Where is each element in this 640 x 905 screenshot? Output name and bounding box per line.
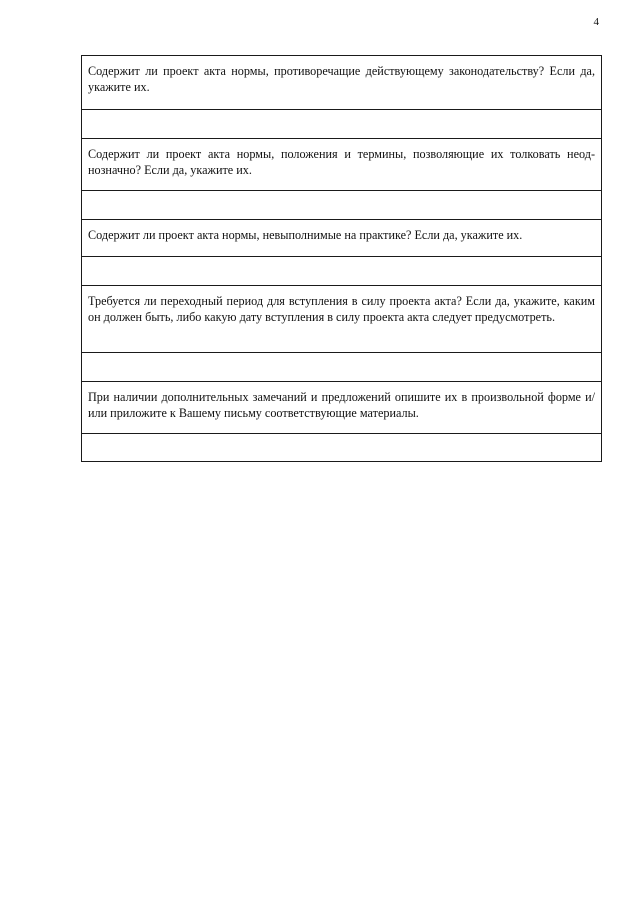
question-cell bbox=[82, 220, 602, 257]
answer-row bbox=[82, 110, 602, 139]
question-text: Требуется ли переходный период для вступления в силу проекта акта? Если да, укажите, каким он должен быть, либо какую дату вступления в силу проекта акта следует предусмотреть. bbox=[88, 294, 595, 324]
question-text: Содержит ли проект акта нормы, положения и термины, позволяющие их толковать неоднозначно? Если да, укажите их. bbox=[88, 147, 595, 177]
question-row bbox=[82, 286, 602, 353]
question-row bbox=[82, 220, 602, 257]
question-row bbox=[82, 56, 602, 110]
question-cell bbox=[82, 286, 602, 353]
question-cell bbox=[82, 56, 602, 110]
answer-row bbox=[82, 434, 602, 462]
answer-field[interactable] bbox=[82, 434, 602, 462]
answer-row bbox=[82, 257, 602, 286]
question-text: Содержит ли проект акта нормы, невыполнимые на практике? Если да, укажите их. bbox=[88, 228, 523, 242]
answer-field[interactable] bbox=[82, 191, 602, 220]
answer-field[interactable] bbox=[82, 110, 602, 139]
questionnaire-table bbox=[81, 55, 602, 462]
answer-field[interactable] bbox=[82, 353, 602, 382]
question-row bbox=[82, 382, 602, 434]
question-text: При наличии дополнительных замечаний и предложений опишите их в произвольной форме и/или приложите к Вашему письму соответствующие материалы. bbox=[88, 390, 595, 420]
answer-row bbox=[82, 191, 602, 220]
question-row bbox=[82, 139, 602, 191]
page-number: 4 bbox=[593, 16, 599, 28]
answer-row bbox=[82, 353, 602, 382]
question-cell bbox=[82, 382, 602, 434]
question-cell bbox=[82, 139, 602, 191]
answer-field[interactable] bbox=[82, 257, 602, 286]
question-text: Содержит ли проект акта нормы, противоречащие действующему законодательству? Если да, укажите их. bbox=[88, 64, 595, 94]
